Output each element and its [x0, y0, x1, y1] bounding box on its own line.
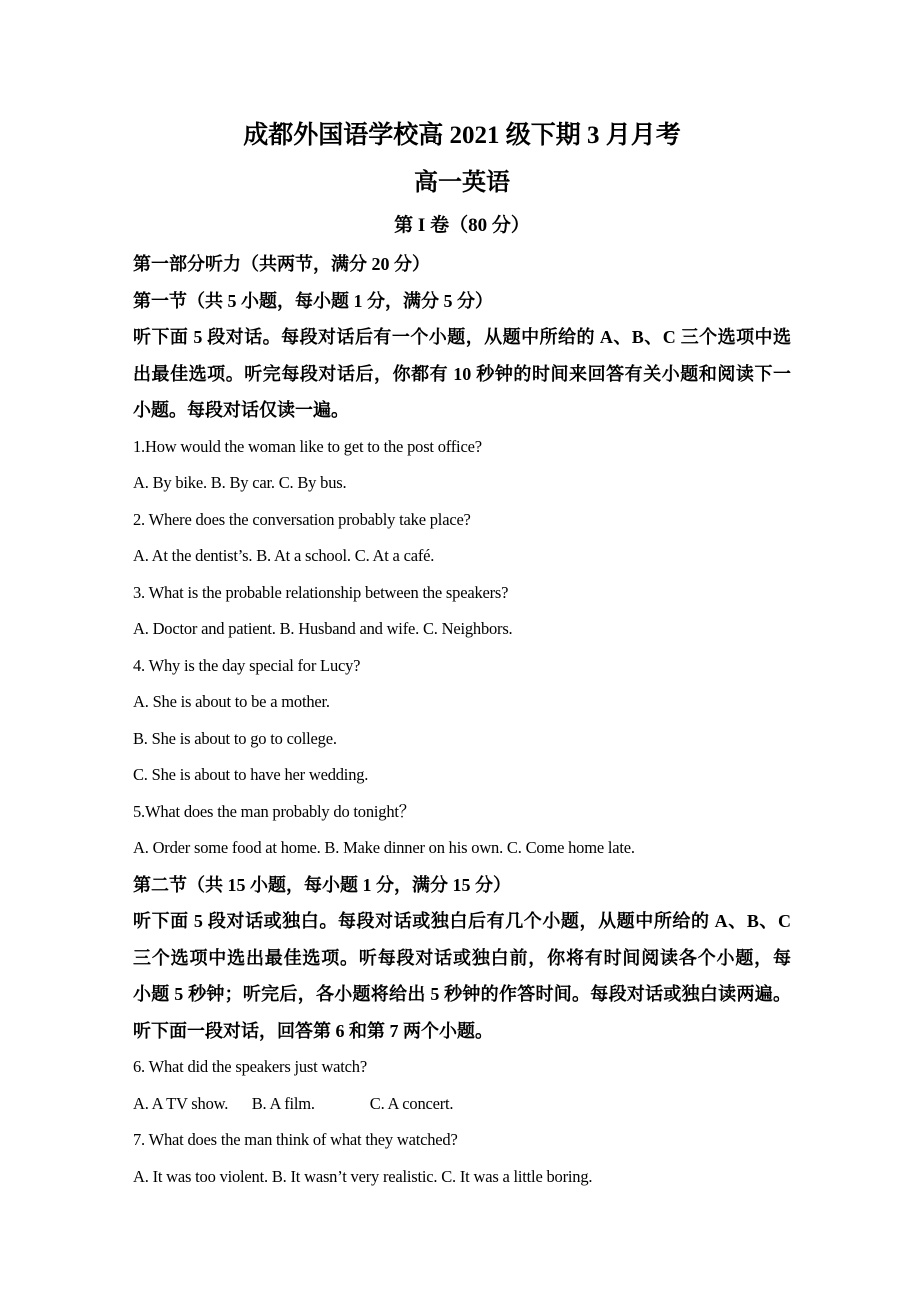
question-1-options: A. By bike. B. By car. C. By bus.	[133, 473, 347, 492]
exam-title: 成都外国语学校高 2021 级下期 3 月月考	[243, 122, 681, 149]
section1-instructions-line-3: 小题。每段对话仅读一遍。	[133, 400, 349, 420]
question-4: 4. Why is the day special for Lucy?	[133, 655, 361, 675]
section2-heading: 第二节（共 15 小题，每小题 1 分，满分 15 分）	[133, 874, 511, 895]
question-4-option-c: C. She is about to have her wedding.	[133, 765, 369, 784]
question-7-options: A. It was too violent. B. It wasn’t very realistic. C. It was a little boring.	[133, 1166, 593, 1186]
dialogue-6-7-prompt: 听下面一段对话，回答第 6 和第 7 两个小题。	[133, 1020, 493, 1041]
exam-subject-title: 高一英语	[414, 170, 510, 196]
question-6-options: A. A TV show. B. A film. C. A concert.	[133, 1093, 454, 1113]
question-2: 2. Where does the conversation probably take place?	[133, 509, 471, 529]
part1-heading: 第一部分听力（共两节，满分 20 分）	[133, 254, 430, 274]
section1-instructions-line-1: 听下面 5 段对话。每段对话后有一个小题，从题中所给的 A、B、C 三个选项中选	[133, 327, 791, 347]
section1-heading: 第一节（共 5 小题，每小题 1 分，满分 5 分）	[133, 290, 493, 311]
question-2-options: A. At the dentist’s. B. At a school. C. At a café.	[133, 546, 435, 565]
exam-body	[133, 246, 791, 1195]
page-content	[133, 0, 791, 1195]
question-4-option-b: B. She is about to go to college.	[133, 728, 337, 748]
question-5-options: A. Order some food at home. B. Make dinner on his own. C. Come home late.	[133, 838, 635, 857]
question-7: 7. What does the man think of what they watched?	[133, 1130, 458, 1149]
question-3-options: A. Doctor and patient. B. Husband and wife. C. Neighbors.	[133, 619, 513, 638]
section2-instructions-line-3: 小题 5 秒钟；听完后，各小题将给出 5 秒钟的作答时间。每段对话或独白读两遍。	[133, 984, 791, 1004]
question-6: 6. What did the speakers just watch?	[133, 1057, 367, 1076]
section1-instructions-line-2: 出最佳选项。听完每段对话后，你都有 10 秒钟的时间来回答有关小题和阅读下一	[133, 363, 791, 384]
question-3: 3. What is the probable relationship between the speakers?	[133, 582, 509, 602]
question-4-option-a: A. She is about to be a mother.	[133, 692, 330, 711]
volume-heading: 第 I 卷（80 分）	[394, 215, 530, 236]
question-1: 1.How would the woman like to get to the post office?	[133, 436, 482, 456]
section2-instructions-line-2: 三个选项中选出最佳选项。听每段对话或独白前，你将有时间阅读各个小题，每	[133, 947, 791, 968]
section2-instructions-line-1: 听下面 5 段对话或独白。每段对话或独白后有几个小题，从题中所给的 A、B、C	[133, 911, 791, 931]
question-5: 5.What does the man probably do tonight？	[133, 801, 416, 821]
